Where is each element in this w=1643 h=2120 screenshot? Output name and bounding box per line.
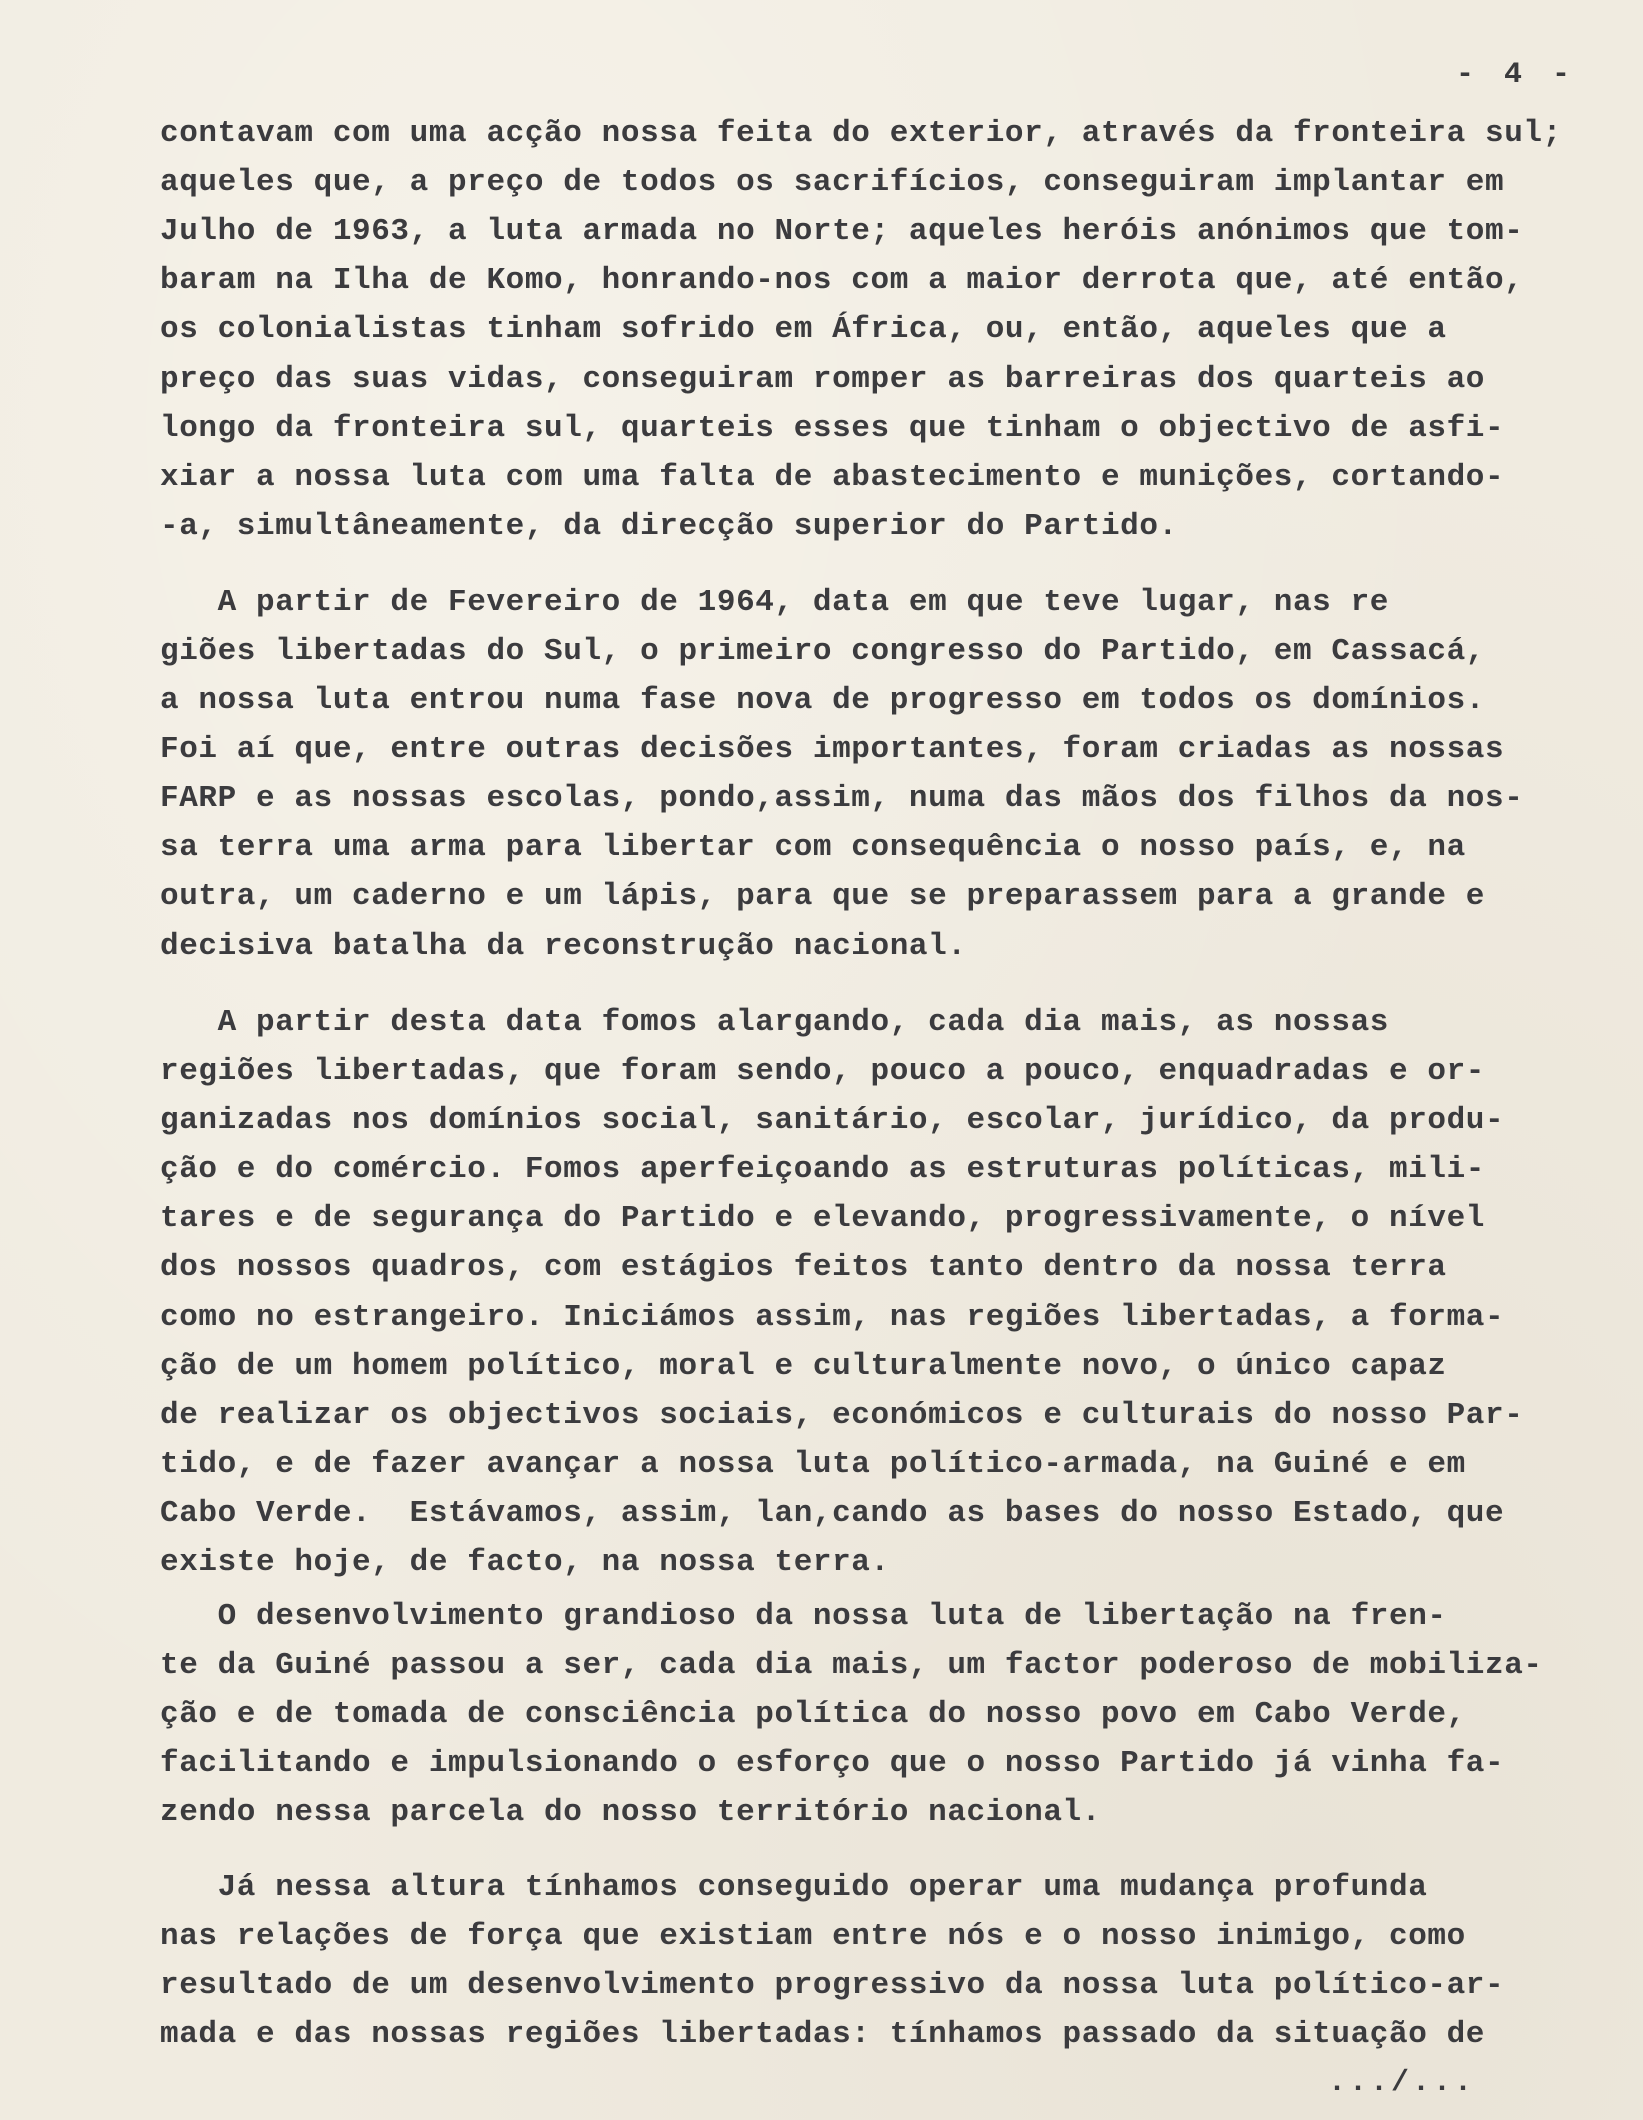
text-line: facilitando e impulsionando o esforço que o nosso Partido já vinha fa- — [160, 1746, 1505, 1781]
text-line: giões libertadas do Sul, o primeiro congresso do Partido, em Cassacá, — [160, 634, 1486, 669]
text-line: ção de um homem político, moral e culturalmente novo, o único capaz — [160, 1349, 1447, 1384]
text-line: FARP e as nossas escolas, pondo,assim, numa das mãos dos filhos da nos- — [160, 781, 1524, 816]
text-line: Julho de 1963, a luta armada no Norte; aqueles heróis anónimos que tom- — [160, 214, 1524, 249]
text-line: te da Guiné passou a ser, cada dia mais, um factor poderoso de mobiliza- — [160, 1648, 1543, 1683]
text-line: existe hoje, de facto, na nossa terra. — [160, 1545, 890, 1580]
text-line: zendo nessa parcela do nosso território nacional. — [160, 1795, 1101, 1830]
text-line: aqueles que, a preço de todos os sacrifícios, conseguiram implantar em — [160, 165, 1505, 200]
text-line: ção e de tomada de consciência política do nosso povo em Cabo Verde, — [160, 1697, 1466, 1732]
text-line: resultado de um desenvolvimento progressivo da nossa luta político-ar- — [160, 1968, 1505, 2003]
text-line: Foi aí que, entre outras decisões importantes, foram criadas as nossas — [160, 732, 1505, 767]
text-line: de realizar os objectivos sociais, económicos e culturais do nosso Par- — [160, 1398, 1524, 1433]
text-line: mada e das nossas regiões libertadas: tínhamos passado da situação de — [160, 2017, 1486, 2052]
text-line: preço das suas vidas, conseguiram romper as barreiras dos quarteis ao — [160, 362, 1486, 397]
text-line: regiões libertadas, que foram sendo, pouco a pouco, enquadradas e or- — [160, 1054, 1486, 1089]
text-line: baram na Ilha de Komo, honrando-nos com a maior derrota que, até então, — [160, 263, 1524, 298]
continuation-mark: .../... — [1328, 2066, 1476, 2100]
text-line: sa terra uma arma para libertar com consequência o nosso país, e, na — [160, 830, 1466, 865]
text-line: nas relações de força que existiam entre nós e o nosso inimigo, como — [160, 1919, 1466, 1954]
text-line: ção e do comércio. Fomos aperfeiçoando as estruturas políticas, mili- — [160, 1152, 1486, 1187]
text-line: a nossa luta entrou numa fase nova de progresso em todos os domínios. — [160, 683, 1486, 718]
text-line: contavam com uma acção nossa feita do exterior, através da fronteira sul; — [160, 116, 1562, 151]
text-line: outra, um caderno e um lápis, para que se preparassem para a grande e — [160, 879, 1486, 914]
text-line: Já nessa altura tínhamos conseguido operar uma mudança profunda — [160, 1870, 1428, 1905]
page-number: - 4 - — [1456, 58, 1577, 92]
text-line: tido, e de fazer avançar a nossa luta político-armada, na Guiné e em — [160, 1447, 1466, 1482]
text-line: xiar a nossa luta com uma falta de abastecimento e munições, cortando- — [160, 460, 1505, 495]
text-line: decisiva batalha da reconstrução nacional. — [160, 929, 967, 964]
text-line: Cabo Verde. Estávamos, assim, lan,cando as bases do nosso Estado, que — [160, 1496, 1505, 1531]
text-line: como no estrangeiro. Iniciámos assim, nas regiões libertadas, a forma- — [160, 1300, 1505, 1335]
text-line: O desenvolvimento grandioso da nossa luta de libertação na fren- — [160, 1599, 1447, 1634]
text-line: -a, simultâneamente, da direcção superior do Partido. — [160, 509, 1178, 544]
text-line: A partir desta data fomos alargando, cada dia mais, as nossas — [160, 1005, 1389, 1040]
text-line: A partir de Fevereiro de 1964, data em que teve lugar, nas re — [160, 585, 1389, 620]
text-line: dos nossos quadros, com estágios feitos tanto dentro da nossa terra — [160, 1250, 1447, 1285]
text-line: ganizadas nos domínios social, sanitário, escolar, jurídico, da produ- — [160, 1103, 1505, 1138]
text-line: os colonialistas tinham sofrido em África, ou, então, aqueles que a — [160, 312, 1447, 347]
text-line: longo da fronteira sul, quarteis esses que tinham o objectivo de asfi- — [160, 411, 1505, 446]
text-line: tares e de segurança do Partido e elevando, progressivamente, o nível — [160, 1201, 1486, 1236]
